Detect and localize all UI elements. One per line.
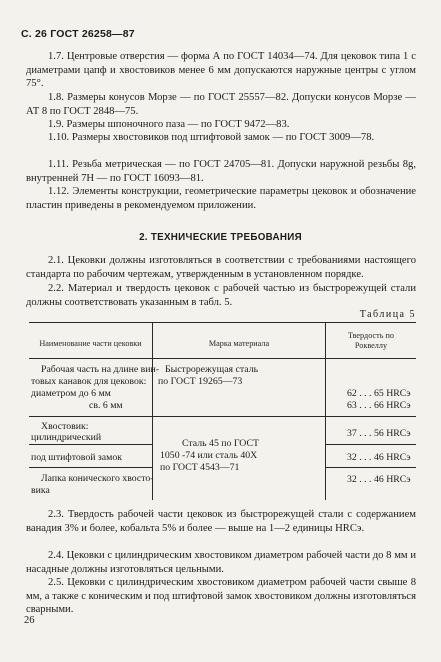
table-header-hardness: Твердость по Роквеллу (348, 331, 394, 350)
paragraph-2-4: 2.4. Цековки с цилиндрическим хвостовиком диаметром рабочей части до 8 мм и насадные должны изготовляться цельными. (26, 550, 416, 575)
table-cell: цилиндрический (31, 432, 102, 443)
paragraph-1-8: 1.8. Размеры конусов Морзе — по ГОСТ 25557—82. Допуски конусов Морзе — АТ 8 по ГОСТ 2848—75. (26, 92, 416, 117)
paragraph-2-5: 2.5. Цековки с цилиндрическим хвостовиком диаметром рабочей части свыше 8 мм, а также с коническим и под штифтовой замок хвостовиком должны изготовляться сварными. (26, 577, 416, 616)
table-header-material: Марка материала (208, 339, 270, 348)
table-cell: 32 . . . 46 HRCэ (347, 452, 411, 463)
table-cell: по ГОСТ 19265—73 (158, 376, 243, 387)
table-row-rule (325, 467, 416, 468)
table-cell: Сталь 45 по ГОСТ (182, 438, 260, 449)
table-cell: Рабочая часть на длине вин- (41, 364, 160, 375)
table-5 (29, 322, 416, 500)
paragraph-1-7: 1.7. Центровые отверстия — форма А по ГОСТ 14034—74. Для цековок типа 1 с диаметрами цапф и хвостовиков менее 6 мм допускаются наружные центры с углом 75°. (26, 51, 416, 90)
table-row-rule (325, 444, 416, 445)
paragraph-1-11: 1.11. Резьба метрическая — по ГОСТ 24705—81. Допуски наружной резьбы 8g, внутренней 7H — по ГОСТ 16093—81. (26, 159, 416, 184)
table-cell: диаметром до 6 мм (31, 388, 111, 399)
paragraph-2-1: 2.1. Цековки должны изготовляться в соответствии с требованиями настоящего стандарта по рабочим чертежам, утвержденным в установленном порядке. (26, 255, 416, 280)
table-row-rule (29, 416, 416, 417)
table-cell: Быстрорежущая сталь (165, 364, 259, 375)
table-row-rule (29, 444, 152, 445)
table-cell: вика (31, 485, 50, 496)
paragraph-2-3: 2.3. Твердость рабочей части цековок из быстрорежущей стали с содержанием ванадия 3% и более, кобальта 5% и более — выше на 1—2 единицы HRCэ. (26, 509, 416, 534)
table-cell: 63 . . . 66 HRCэ (347, 400, 411, 411)
table-cell: Лапка конического хвосто- (41, 473, 154, 484)
paragraph-1-9: 1.9. Размеры шпоночного паза — по ГОСТ 9472—83. (48, 119, 290, 130)
table-cell: товых канавок для цековок: (31, 376, 147, 387)
paragraph-1-12: 1.12. Элементы конструкции, геометрические параметры цековок и обозначение пластин приведены в рекомендуемом приложении. (26, 186, 416, 211)
table-caption: Таблица 5 (359, 309, 416, 320)
table-header-part: Наименование части цековки (39, 339, 142, 348)
table-cell: под штифтовой замок (31, 452, 122, 463)
page-header: С. 26 ГОСТ 26258—87 (21, 28, 135, 40)
table-cell: 62 . . . 65 HRCэ (347, 388, 411, 399)
table-header-rule (29, 358, 416, 359)
table-cell: Хвостовик: (41, 421, 89, 432)
table-cell: 37 . . . 56 HRCэ (347, 428, 411, 439)
table-col-rule (325, 322, 326, 500)
section-title: 2. ТЕХНИЧЕСКИЕ ТРЕБОВАНИЯ (139, 232, 302, 243)
table-top-rule (29, 322, 416, 323)
table-cell: 32 . . . 46 HRCэ (347, 474, 411, 485)
page-number: 26 (24, 615, 35, 626)
table-row-rule (29, 467, 152, 468)
paragraph-2-2: 2.2. Материал и твердость цековок с рабочей частью из быстрорежущей стали должны соответствовать указанным в табл. 5. (26, 283, 416, 308)
table-cell: св. 6 мм (89, 400, 123, 411)
table-cell: 1050 -74 или сталь 40Х (160, 450, 258, 461)
paragraph-1-10: 1.10. Размеры хвостовиков под штифтовой замок — по ГОСТ 3009—78. (48, 132, 375, 143)
table-cell: по ГОСТ 4543—71 (160, 462, 240, 473)
